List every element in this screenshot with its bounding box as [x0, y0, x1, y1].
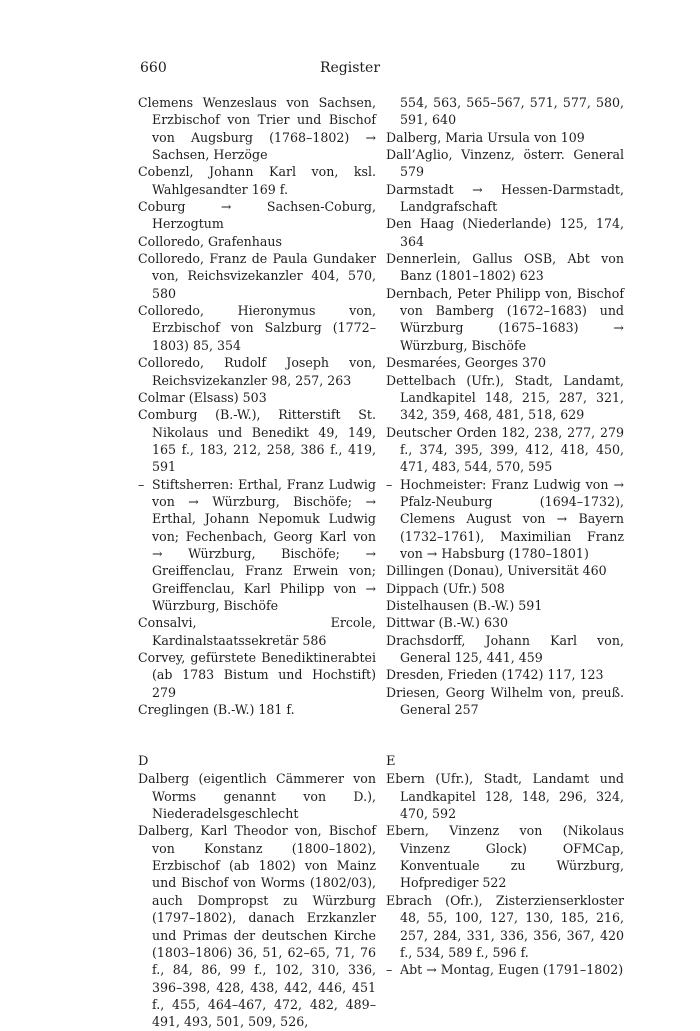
index-entry: Ebern, Vinzenz von (Nikolaus Vinzenz Glock) OFMCap, Konventuale zu Würzburg, Hofprediger 522: [386, 823, 624, 891]
index-entry: Distelhausen (B.-W.) 591: [386, 597, 543, 613]
index-entry: Ebrach (Ofr.), Zisterzienserkloster 48, 55, 100, 127, 130, 185, 216, 257, 284, 331, 336, 356, 367, 420 f., 534, 589 f., 596 f.: [386, 892, 624, 960]
index-entry: Colloredo, Hieronymus von, Erzbischof von Salzburg (1772–1803) 85, 354: [138, 303, 376, 353]
index-entry: Colloredo, Grafenhaus: [138, 233, 282, 249]
index-entry: Corvey, gefürstete Benediktinerabtei (ab 1783 Bistum und Hochstift) 279: [138, 650, 376, 700]
left-column: [138, 94, 376, 1031]
index-entry: Dalberg, Maria Ursula von 109: [386, 129, 585, 145]
index-entry: Deutscher Orden 182, 238, 277, 279 f., 374, 395, 399, 412, 418, 450, 471, 483, 544, 570, 595: [386, 424, 624, 475]
index-entry: Dippach (Ufr.) 508: [386, 580, 505, 596]
index-entry: Coburg → Sachsen-Coburg, Herzogtum: [138, 199, 376, 232]
index-subentry: [386, 476, 624, 563]
page-number: 660: [140, 60, 167, 76]
section-letter: E: [386, 754, 396, 770]
index-entry: Colmar (Elsass) 503: [138, 389, 267, 405]
index-entry: Clemens Wenzeslaus von Sachsen, Erzbischof von Trier und Bischof von Augsburg (1768–1802) → Sachsen, Herzöge: [138, 95, 376, 163]
index-entry: Creglingen (B.-W.) 181 f.: [138, 702, 295, 718]
index-entry: Dillingen (Donau), Universität 460: [386, 563, 607, 579]
section-letter: D: [138, 754, 149, 770]
index-entry: Consalvi, Ercole, Kardinalstaatssekretär 586: [138, 615, 376, 648]
subentry-dash: –: [386, 962, 393, 978]
index-entry: Colloredo, Franz de Paula Gundaker von, Reichsvizekanzler 404, 570, 580: [138, 251, 376, 301]
index-subentry: [138, 476, 376, 615]
subentry-dash: –: [138, 476, 145, 492]
index-entry: Dettelbach (Ufr.), Stadt, Landamt, Landkapitel 148, 215, 287, 321, 342, 359, 468, 481, 518, 629: [386, 372, 624, 423]
index-entry: Drachsdorff, Johann Karl von, General 125, 441, 459: [386, 632, 624, 665]
index-entry: Cobenzl, Johann Karl von, ksl. Wahlgesandter 169 f.: [138, 164, 376, 197]
index-entry: Dittwar (B.-W.) 630: [386, 615, 508, 631]
index-entry: Ebern (Ufr.), Stadt, Landamt und Landkapitel 128, 148, 296, 324, 470, 592: [386, 771, 624, 822]
running-head: Register: [319, 60, 381, 76]
index-entry: Comburg (B.-W.), Ritterstift St. Nikolaus und Benedikt 49, 149, 165 f., 183, 212, 258, 386 f., 419, 591: [138, 407, 376, 475]
index-entry: Dresden, Frieden (1742) 117, 123: [386, 667, 604, 683]
index-entry: Den Haag (Niederlande) 125, 174, 364: [386, 216, 624, 249]
index-entry: Desmarées, Georges 370: [386, 355, 546, 371]
subentry-dash: –: [386, 476, 393, 492]
subentry-text: Hochmeister: Franz Ludwig von → Pfalz-Neuburg (1694–1732), Clemens August von → Bayern (1732–1761), Maximilian Franz von → Habsburg (1780–1801): [400, 476, 624, 561]
index-entry: Colloredo, Rudolf Joseph von, Reichsvizekanzler 98, 257, 263: [138, 355, 376, 388]
subentry-text: Stiftsherren: Erthal, Franz Ludwig von → Würzburg, Bischöfe; → Erthal, Johann Nepomuk Ludwig von; Fechenbach, Georg Karl von → Würzburg, Bischöfe; → Greiffenclau, Franz Erwein von; Greiffenclau, Karl Philipp von → Würzburg, Bischöfe: [152, 476, 376, 613]
index-entry: Driesen, Georg Wilhelm von, preuß. General 257: [386, 684, 624, 718]
right-column: [386, 94, 624, 979]
index-entry-continuation: 554, 563, 565–567, 571, 577, 580, 591, 640: [400, 95, 624, 128]
index-entry: Dennerlein, Gallus OSB, Abt von Banz (1801–1802) 623: [386, 251, 624, 284]
index-subentry: [386, 961, 624, 978]
index-entry: Dall’Aglio, Vinzenz, österr. General 579: [386, 147, 624, 180]
index-entry: Dalberg, Karl Theodor von, Bischof von Konstanz (1800–1802), Erzbischof (ab 1802) von Mainz und Bischof von Worms (1802/03), auch Dompropst zu Würzburg (1797–1802), danach Erzkanzler und Primas der deutschen Kirche (1803–1806) 36, 51, 62–65, 71, 76 f., 84, 86, 99 f., 102, 310, 336, 396–398, 428, 438, 442, 446, 451 f., 455, 464–467, 472, 482, 489–491, 493, 501, 509, 526,: [138, 823, 376, 1030]
index-entry: Dernbach, Peter Philipp von, Bischof von Bamberg (1672–1683) und Würzburg (1675–1683) → Würzburg, Bischöfe: [386, 285, 624, 353]
index-entry: Dalberg (eigentlich Cämmerer von Worms genannt von D.), Niederadelsgeschlecht: [138, 771, 376, 822]
index-entry: Darmstadt → Hessen-Darmstadt, Landgrafschaft: [386, 181, 624, 215]
subentry-text: Abt → Montag, Eugen (1791–1802): [400, 962, 624, 978]
